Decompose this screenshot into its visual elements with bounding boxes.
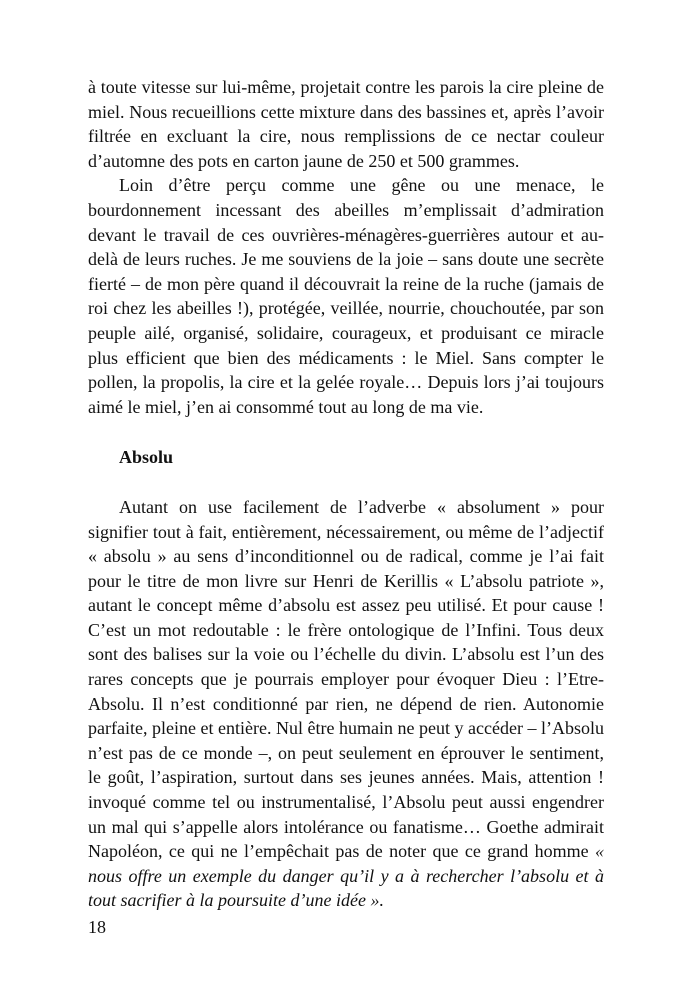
page-number: 18 — [88, 917, 106, 937]
body-text — [88, 75, 604, 913]
paragraph-absolu — [88, 495, 604, 913]
goethe-quote: « nous offre un exemple du danger qu’il y a à rechercher l’absolu et à tout sacrifier à la poursuite d’une idée ». — [88, 841, 604, 911]
paragraph-absolu-text: Autant on use facilement de l’adverbe « absolument » pour signifier tout à fait, entièrement, nécessairement, ou même de l’adjectif « absolu » au sens d’inconditionnel ou de radical, comme je l’ai fait pour le titre de mon livre sur Henri de Kerillis « L’absolu patriote », autant le concept même d’absolu est assez peu utilisé. Et pour cause ! C’est un mot redoutable : le frère ontologique de l’Infini. Tous deux sont des balises sur la voie ou l’échelle du divin. L’absolu est l’un des rares concepts que je pourrais employer pour évoquer Dieu : l’Etre-Absolu. Il n’est conditionné par rien, ne dépend de rien. Autonomie parfaite, pleine et entière. Nul être humain ne peut y accéder – l’Absolu n’est pas de ce monde –, on peut seulement en éprouver le sentiment, le goût, l’aspiration, surtout dans ses jeunes années. Mais, attention ! invoqué comme tel ou instrumentalisé, l’Absolu peut aussi engendrer un mal qui s’appelle alors intolérance ou fanatisme… Goethe admirait Napoléon, ce qui ne l’empêchait pas de noter que ce grand homme — [88, 496, 604, 862]
paragraph-continued: à toute vitesse sur lui-même, projetait contre les parois la cire pleine de miel. Nous recueillions cette mixture dans des bassines et, après l’avoir filtrée en excluant la cire, nous remplissions de ce nectar couleur d’automne des pots en carton jaune de 250 et 500 grammes. — [88, 77, 604, 171]
section-heading: Absolu — [119, 447, 174, 468]
paragraph-bees: Loin d’être perçu comme une gêne ou une menace, le bourdonnement incessant des abeilles m’emplissait d’admiration devant le travail de ces ouvrières-ménagères-guerrières autour et au-delà de leurs ruches. Je me souviens de la joie – sans doute une secrète fierté – de mon père quand il découvrait la reine de la ruche (jamais de roi chez les abeilles !), protégée, veillée, nourrie, chouchoutée, par son peuple ailé, organisé, solidaire, courageux, et produisant ce miracle plus efficient que bien des médicaments : le Miel. Sans compter le pollen, la propolis, la cire et la gelée royale… Depuis lors j’ai toujours aimé le miel, j’en ai consommé tout au long de ma vie. — [88, 175, 604, 417]
